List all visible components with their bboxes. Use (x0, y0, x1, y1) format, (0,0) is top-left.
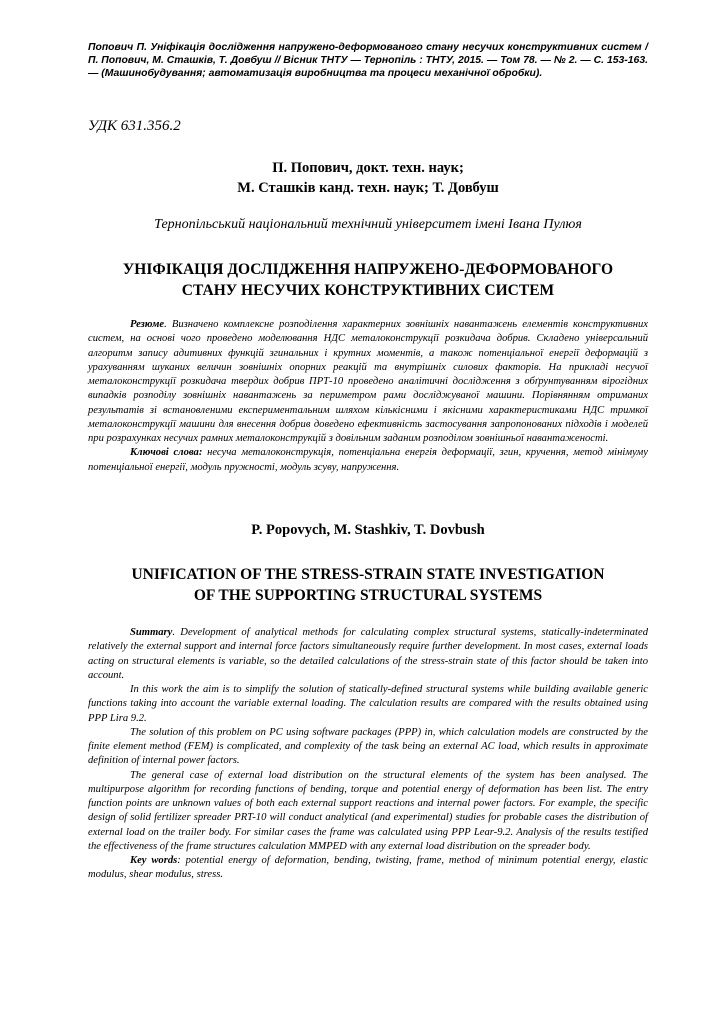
title-english (88, 564, 648, 606)
affiliation: Тернопільський національний технічний університет імені Івана Пулюя (154, 217, 582, 232)
abstract-english-keywords (88, 854, 648, 883)
keywords-text: несуча металоконструкція, потенціальна енергія деформації, згин, кручення, метод мінімуму потенціальної енергії, модуль пружності, модуль зсуву, напруження. (88, 447, 648, 473)
citation: Попович П. Уніфікація дослідження напружено-деформованого стану несучих конструктивних систем / П. Попович, М. Сташків, Т. Довбуш // Вісник ТНТУ — Тернопіль : ТНТУ, 2015. — Том 78. — № 2. — С. 153-163. — (Машинобудування; автоматизація виробництва та процеси механічної обробки). (88, 42, 648, 80)
title-ukrainian-line-2: СТАНУ НЕСУЧИХ КОНСТРУКТИВНИХ СИСТЕМ (181, 282, 555, 299)
abstract-ukrainian (88, 318, 648, 475)
authors-english: P. Popovych, M. Stashkiv, T. Dovbush (251, 522, 485, 538)
keywords-text: : potential energy of deformation, bending, twisting, frame, method of minimum potential energy, elastic modulus, shear modulus, stress. (88, 855, 648, 881)
udk-code: УДК 631.356.2 (88, 118, 181, 134)
abstract-english (88, 626, 648, 883)
abstract-ukrainian-summary (88, 318, 648, 446)
title-ukrainian (88, 259, 648, 301)
summary-label: Summary (130, 627, 173, 638)
abstract-english-summary (88, 626, 648, 683)
authors-ukrainian-line-1: П. Попович, докт. техн. наук; (272, 160, 464, 176)
summary-text: . Визначено комплексне розподілення характерних зовнішніх навантажень елементів конструктивних систем, на основі чого проведено моделювання НДС металоконструкції розкидача добрив. Складено універсальний алгоритм запису адитивних функцій згинальних і крутних моментів, а також потенціальної енергії деформацій з урахуванням шуканих величин зовнішніх опорних реакцій та внутрішніх силових факторів. На прикладі несучої металоконструкції розкидача твердих добрив ПРТ-10 проведено аналітичні дослідження з обґрунтуванням вірогідних випадків розподілу зовнішніх навантажень за периметром рами досліджуваної машини. Порівнянням отриманих результатів зі встановленими експериментальним шляхом кількісними і якісними характеристиками НДС тримкої металоконструкції машини для внесення добрив доведено ефективність застосування запропонованих підходів і моделей при розрахунках несучих рамних металоконструкцій з довільним заданим розподілом зовнішньої навантаженості. (88, 319, 648, 444)
summary-text: . Development of analytical methods for calculating complex structural systems, statically-indeterminated relatively the external support and internal force factors simultaneously require further development. In most cases, external loads acting on structural elements is variable, so the detailed calculations of the stress-strain state of this factor should be taken into account. (88, 627, 648, 681)
abstract-english-paragraph-4: The general case of external load distribution on the structural elements of the system has been analysed. The multipurpose algorithm for recording functions of bending, torque and potential energy of deformation has been list. The entry function points are unknown values of both each external support reactions and internal power factors. For example, the specific design of solid fertilizer spreader PRT-10 will conduct analytical (and experimental) studies for probable cases the distribution of external load on the trailer body. For similar cases the frame was calculated using PPP Lear-9.2. Analysis of the results testified the effectiveness of the frame structures calculation MMPED with any external load distribution on the spreader body. (88, 769, 648, 852)
abstract-english-paragraph-3: The solution of this problem on PC using software packages (PPP) in, which calculation models are constructed by the finite element method (FEM) is complicated, and complexity of the task being an external AC load, which results in approximate definition of internal power factors. (88, 726, 648, 767)
title-english-line-2: OF THE SUPPORTING STRUCTURAL SYSTEMS (193, 587, 543, 604)
abstract-english-paragraph-2: In this work the aim is to simplify the solution of statically-defined structural systems while building available generic functions taking into account the variable external loading. The calculation results are compared with the results obtained using PPP Lira 9.2. (88, 684, 648, 724)
authors-ukrainian (88, 158, 648, 198)
summary-label: Резюме (130, 319, 165, 330)
title-ukrainian-line-1: УНІФІКАЦІЯ ДОСЛІДЖЕННЯ НАПРУЖЕНО-ДЕФОРМОВАНОГО (122, 261, 614, 278)
keywords-label: Ключові слова: (130, 447, 203, 459)
abstract-ukrainian-keywords (88, 446, 648, 475)
authors-ukrainian-line-2: М. Сташків канд. техн. наук; Т. Довбуш (237, 180, 499, 196)
title-english-line-1: UNIFICATION OF THE STRESS-STRAIN STATE INVESTIGATION (131, 566, 605, 583)
keywords-label: Key words (130, 855, 178, 866)
